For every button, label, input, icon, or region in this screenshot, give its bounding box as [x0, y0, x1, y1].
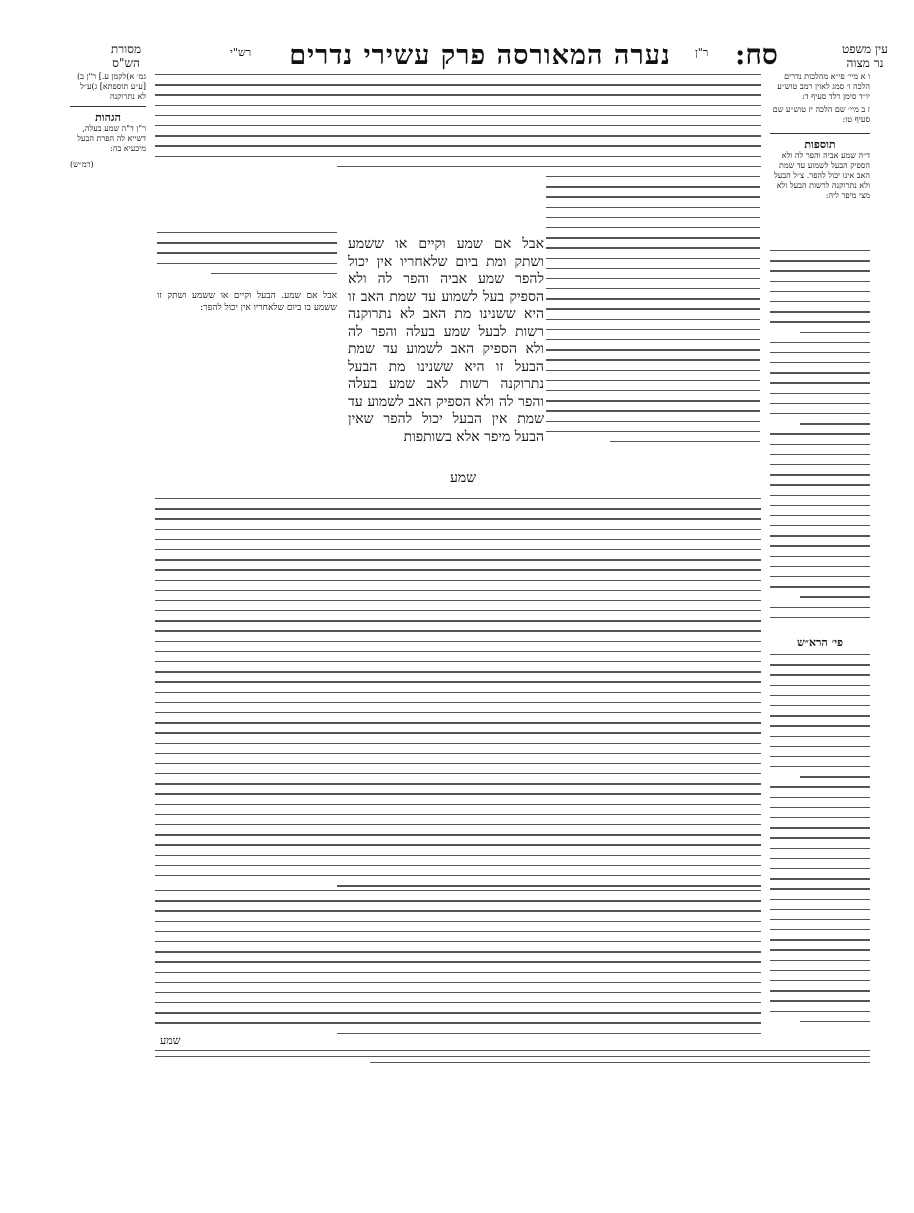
ein-mishpat-label: עין משפט נר מצוה — [842, 42, 888, 70]
gemara-main-text: אבל אם שמע וקיים או ששמע ושתק ומת ביום שלאחריו אין יכול להפר שמע אביה והפר לה ולא הספיק בעל לשמוע עד שמת האב זו היא ששנינו מת האב לא נתרוקנה רשות לבעל שמע בעלה והפר לה ולא הספיק האב לשמוע עד שמת הבעל זו היא ששנינו מת הבעל נתרוקנה רשות לאב שמע בעלה והפר לה ולא הספיק האב לשמוע עד שמת אין הבעל יכול להפר שאין הבעל מיפר אלא בשותפות — [348, 236, 544, 445]
divider — [770, 133, 870, 134]
left-margin-column — [70, 72, 146, 170]
ran-commentary-top — [155, 74, 761, 174]
gilyon-note: (רמ״ש) — [70, 160, 94, 169]
ein-mishpat-text-2: ז ב מיי׳ שם הלכה יז טוש״ע שם סעיף טו: — [772, 105, 870, 124]
page-title: נערה המאורסה פרק עשירי נדרים — [289, 40, 671, 71]
ran-commentary-lower — [155, 890, 761, 1035]
rosh-box-text — [770, 654, 870, 1034]
rosh-commentary-box: אבל אם שמע. הבעל וקיים או ששמע ושתק זו ששמע בו ביום שלאחריו אין יכול להפר: — [157, 291, 337, 313]
hagahot-text: ר"ן ד"ה שמע בעלה, דשייא לה הפרת הבעל מיבעיא בה: — [77, 124, 146, 153]
ran-commentary-side — [546, 176, 760, 446]
tosafot-title: תוספות — [804, 138, 836, 151]
tosafot-text-block — [770, 250, 870, 620]
right-margin-column — [770, 72, 870, 201]
divider — [70, 106, 146, 107]
footer-catchword: שמע — [160, 1034, 181, 1047]
rosh-commentary-lines — [157, 232, 337, 288]
ran-header-tag: ר"ן — [695, 46, 709, 59]
footer-notes — [155, 1050, 870, 1074]
masoret-references: גמ׳ א)לקמן ע.] ר"ן ב)[ע״ע תוספתא] ג)ע״ל לא נתרוקנה — [77, 72, 146, 101]
masoret-hashas-label: מסורת הש"ס — [110, 42, 142, 70]
ein-mishpat-text: ו א מיי׳ פי״א מהלכות נדרים הלכה ו׳ סמג לאוין רמב טוש״ע יו״ד סימן רלד סעיף ד: — [777, 72, 870, 101]
ran-commentary-bottom — [155, 498, 761, 890]
tosafot-intro: ד״ה שמע אביה והפר לה ולא הספיק הבעל לשמוע עד שמת האב אינו יכול להפר. צ״ל הבעל ולא נתרוקנה לרשות הבעל ולא מצי מיפר ליה: — [773, 151, 870, 200]
gemara-last-word: שמע — [450, 470, 477, 486]
rosh-header-tag: רש"י — [230, 46, 252, 59]
hagahot-title: הגהות — [95, 111, 121, 124]
page-number: סח: — [735, 38, 778, 71]
rosh-box-title: פי׳ הרא״ש — [797, 636, 843, 649]
